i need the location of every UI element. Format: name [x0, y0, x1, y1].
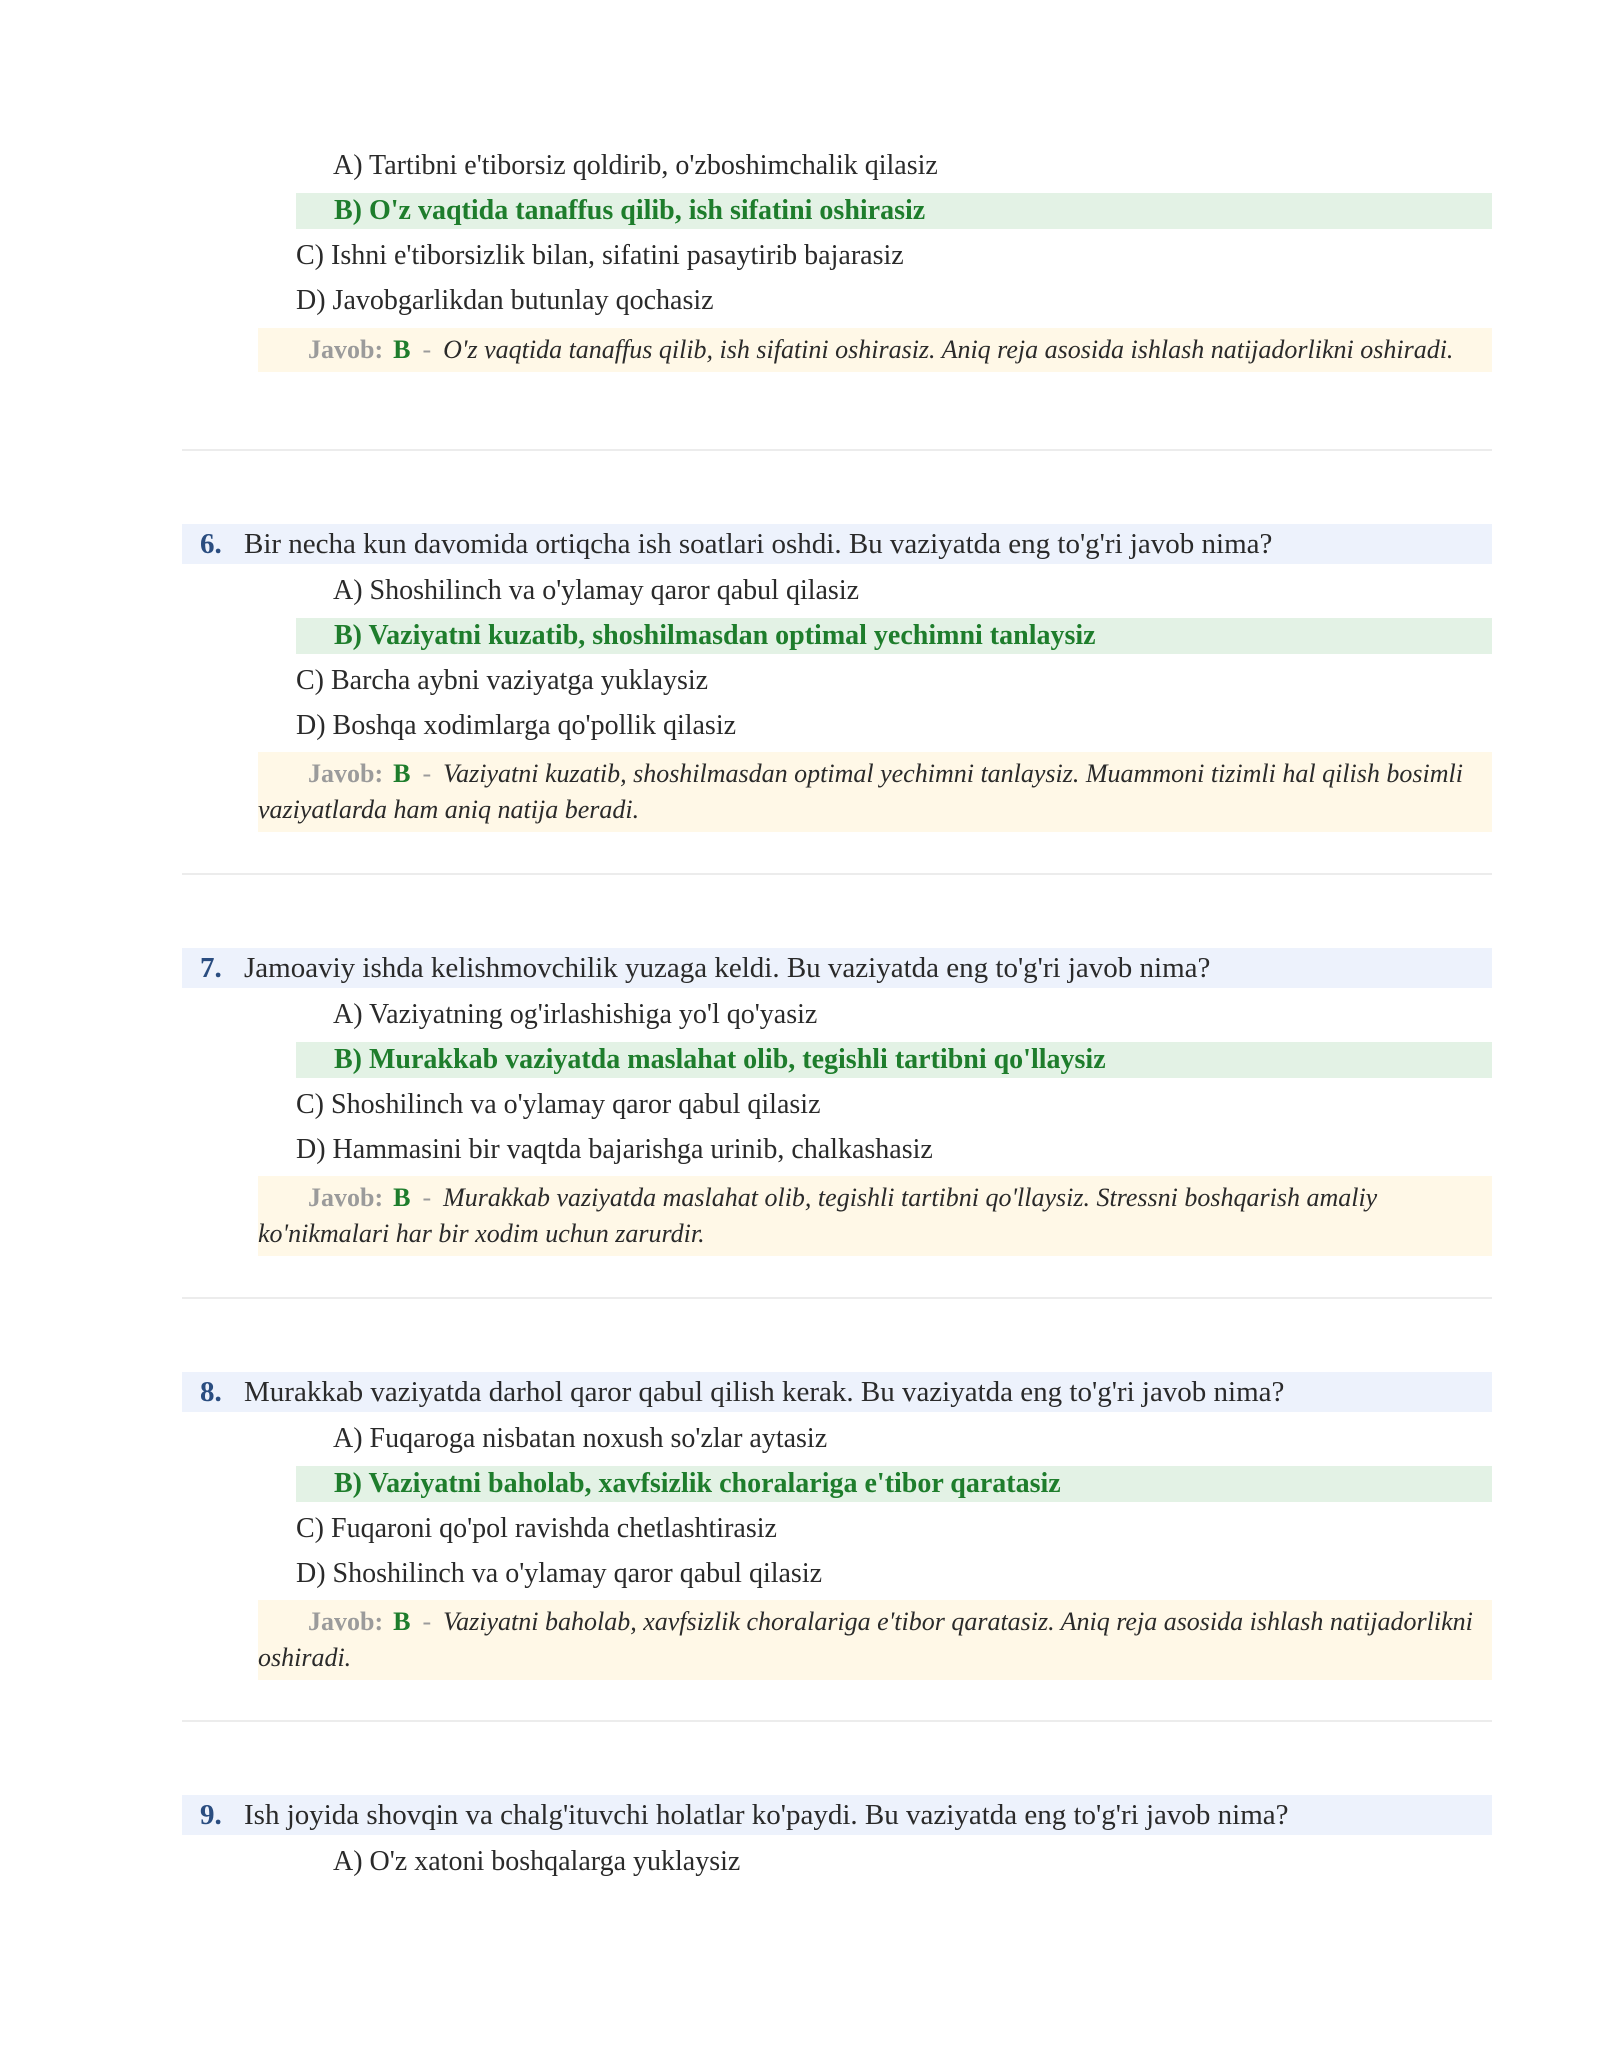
option-d: D) Javobgarlikdan butunlay qochasiz: [296, 285, 714, 316]
answer-dash: -: [422, 335, 432, 364]
answer-letter: B: [393, 759, 411, 788]
answer-label: Javob:: [308, 759, 384, 788]
answer-box: [258, 1176, 1492, 1256]
option-a: A) Fuqaroga nisbatan noxush so'zlar aytasiz: [333, 1423, 828, 1454]
answer-explanation: Vaziyatni kuzatib, shoshilmasdan optimal yechimni tanlaysiz. Muammoni tizimli hal qilish bosimli vaziyatlarda ham aniq natija beradi.: [258, 759, 1463, 824]
option-b-correct: B) O'z vaqtida tanaffus qilib, ish sifatini oshirasiz: [296, 193, 1492, 229]
option-d: D) Boshqa xodimlarga qo'pollik qilasiz: [296, 710, 737, 741]
answer-explanation: Vaziyatni baholab, xavfsizlik choralariga e'tibor qaratasiz. Aniq reja asosida ishlash natijadorlikni oshiradi.: [258, 1607, 1473, 1672]
option-d: D) Hammasini bir vaqtda bajarishga urinib, chalkashasiz: [296, 1134, 933, 1165]
answer-label: Javob:: [308, 1607, 384, 1636]
option-c: C) Barcha aybni vaziyatga yuklaysiz: [296, 665, 709, 696]
answer-box: [258, 752, 1492, 832]
option-c: C) Fuqaroni qo'pol ravishda chetlashtirasiz: [296, 1513, 777, 1544]
option-a: A) Vaziyatning og'irlashishiga yo'l qo'yasiz: [333, 999, 818, 1030]
question-text: Bir necha kun davomida ortiqcha ish soatlari oshdi. Bu vaziyatda eng to'g'ri javob nima?: [244, 528, 1273, 560]
question-header: [182, 524, 1492, 564]
question-number: 9.: [200, 1799, 222, 1831]
divider: [182, 873, 1492, 875]
answer-dash: -: [422, 759, 432, 788]
option-d: D) Shoshilinch va o'ylamay qaror qabul qilasiz: [296, 1558, 823, 1589]
answer-dash: -: [422, 1607, 432, 1636]
question-number: 6.: [200, 528, 222, 560]
option-c: C) Shoshilinch va o'ylamay qaror qabul qilasiz: [296, 1089, 821, 1120]
answer-box: [258, 328, 1492, 372]
option-b-correct: B) Vaziyatni kuzatib, shoshilmasdan optimal yechimni tanlaysiz: [296, 618, 1492, 654]
divider: [182, 1720, 1492, 1722]
question-text: Murakkab vaziyatda darhol qaror qabul qilish kerak. Bu vaziyatda eng to'g'ri javob nima?: [244, 1376, 1285, 1408]
question-header: [182, 948, 1492, 988]
option-a: A) Tartibni e'tiborsiz qoldirib, o'zboshimchalik qilasiz: [333, 150, 938, 181]
option-b-correct: B) Vaziyatni baholab, xavfsizlik choralariga e'tibor qaratasiz: [296, 1466, 1492, 1502]
question-number: 7.: [200, 952, 222, 984]
answer-label: Javob:: [308, 335, 384, 364]
question-text: Jamoaviy ishda kelishmovchilik yuzaga keldi. Bu vaziyatda eng to'g'ri javob nima?: [244, 952, 1211, 984]
answer-letter: B: [393, 335, 411, 364]
option-a: A) O'z xatoni boshqalarga yuklaysiz: [333, 1846, 741, 1877]
divider: [182, 449, 1492, 451]
answer-explanation: O'z vaqtida tanaffus qilib, ish sifatini oshirasiz. Aniq reja asosida ishlash natijadorlikni oshiradi.: [443, 335, 1454, 364]
option-b-correct: B) Murakkab vaziyatda maslahat olib, tegishli tartibni qo'llaysiz: [296, 1042, 1492, 1078]
answer-letter: B: [393, 1183, 411, 1212]
question-text: Ish joyida shovqin va chalg'ituvchi holatlar ko'paydi. Bu vaziyatda eng to'g'ri javob nima?: [244, 1799, 1289, 1831]
option-a: A) Shoshilinch va o'ylamay qaror qabul qilasiz: [333, 575, 860, 606]
answer-label: Javob:: [308, 1183, 384, 1212]
question-header: [182, 1795, 1492, 1835]
question-number: 8.: [200, 1376, 222, 1408]
answer-box: [258, 1600, 1492, 1680]
question-header: [182, 1372, 1492, 1412]
answer-explanation: Murakkab vaziyatda maslahat olib, tegishli tartibni qo'llaysiz. Stressni boshqarish amaliy ko'nikmalari har bir xodim uchun zarurdir.: [258, 1183, 1378, 1248]
answer-dash: -: [422, 1183, 432, 1212]
answer-letter: B: [393, 1607, 411, 1636]
divider: [182, 1297, 1492, 1299]
option-c: C) Ishni e'tiborsizlik bilan, sifatini pasaytirib bajarasiz: [296, 240, 904, 271]
